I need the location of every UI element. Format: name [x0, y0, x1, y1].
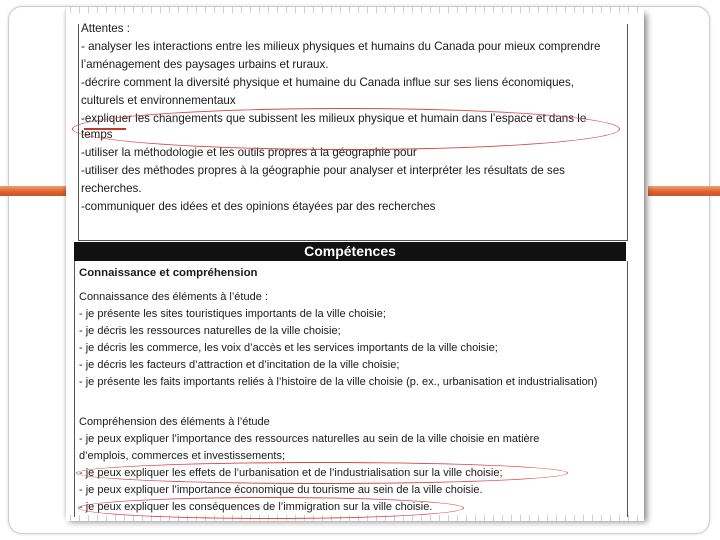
competences-subtitle: Connaissance et compréhension [79, 267, 258, 279]
comprehension-heading: Compréhension des éléments à l’étude [79, 416, 270, 428]
knowledge-line: - je présente les faits importants reliés à l’histoire de la ville choisie (p. ex., urbanisation et industrialisation) [79, 376, 598, 388]
expectation-line: temps [81, 128, 113, 141]
knowledge-line: - je décris les ressources naturelles de la ville choisie; [79, 325, 341, 337]
accent-bar-left [0, 186, 68, 196]
knowledge-line: - je décris les commerce, les voix d’accès et les services importants de la ville choisie; [79, 342, 498, 354]
expectation-line: -utiliser des méthodes propres à la géographie pour analyser et interpréter les résultats de ses [81, 164, 565, 177]
knowledge-heading: Connaissance des éléments à l’étude : [79, 291, 268, 303]
document-page [66, 10, 644, 518]
expectation-line: culturels et environnementaux [81, 94, 236, 107]
knowledge-line: - je présente les sites touristiques importants de la ville choisie; [79, 308, 386, 320]
expectations-block [78, 24, 628, 241]
accent-bar-right [648, 186, 720, 196]
comprehension-line: d’emplois, commerces et investissements; [79, 450, 286, 462]
competences-header: Compétences [74, 242, 626, 261]
highlight-underline [84, 128, 126, 130]
comprehension-line: - je peux expliquer les effets de l’urbanisation et de l’industrialisation sur la ville choisie; [79, 467, 503, 479]
expectation-line: l’aménagement des paysages urbains et ruraux. [81, 58, 329, 71]
expectations-heading: Attentes : [81, 22, 130, 35]
torn-edge-top [66, 7, 644, 13]
comprehension-line: - je peux expliquer les conséquences de l’immigration sur la ville choisie. [79, 501, 433, 513]
expectation-line: - analyser les interactions entre les milieux physiques et humains du Canada pour mieux comprendre [81, 40, 601, 53]
expectation-line: -décrire comment la diversité physique et humaine du Canada influe sur ses liens économiques, [81, 76, 574, 89]
knowledge-line: - je décris les facteurs d’attraction et d’incitation de la ville choisie; [79, 359, 400, 371]
comprehension-line: - je peux expliquer l’importance économique du tourisme au sein de la ville choisie. [79, 484, 483, 496]
expectation-line: -communiquer des idées et des opinions étayées par des recherches [81, 200, 436, 213]
competences-box [74, 261, 628, 517]
expectation-line: -utiliser la méthodologie et les outils propres à la géographie pour [81, 146, 417, 159]
comprehension-line: - je peux expliquer l’importance des ressources naturelles au sein de la ville choisie en matière [79, 433, 540, 445]
expectation-line: recherches. [81, 182, 142, 195]
expectation-line: -expliquer les changements que subissent les milieux physique et humain dans l’espace et dans le [81, 112, 587, 125]
